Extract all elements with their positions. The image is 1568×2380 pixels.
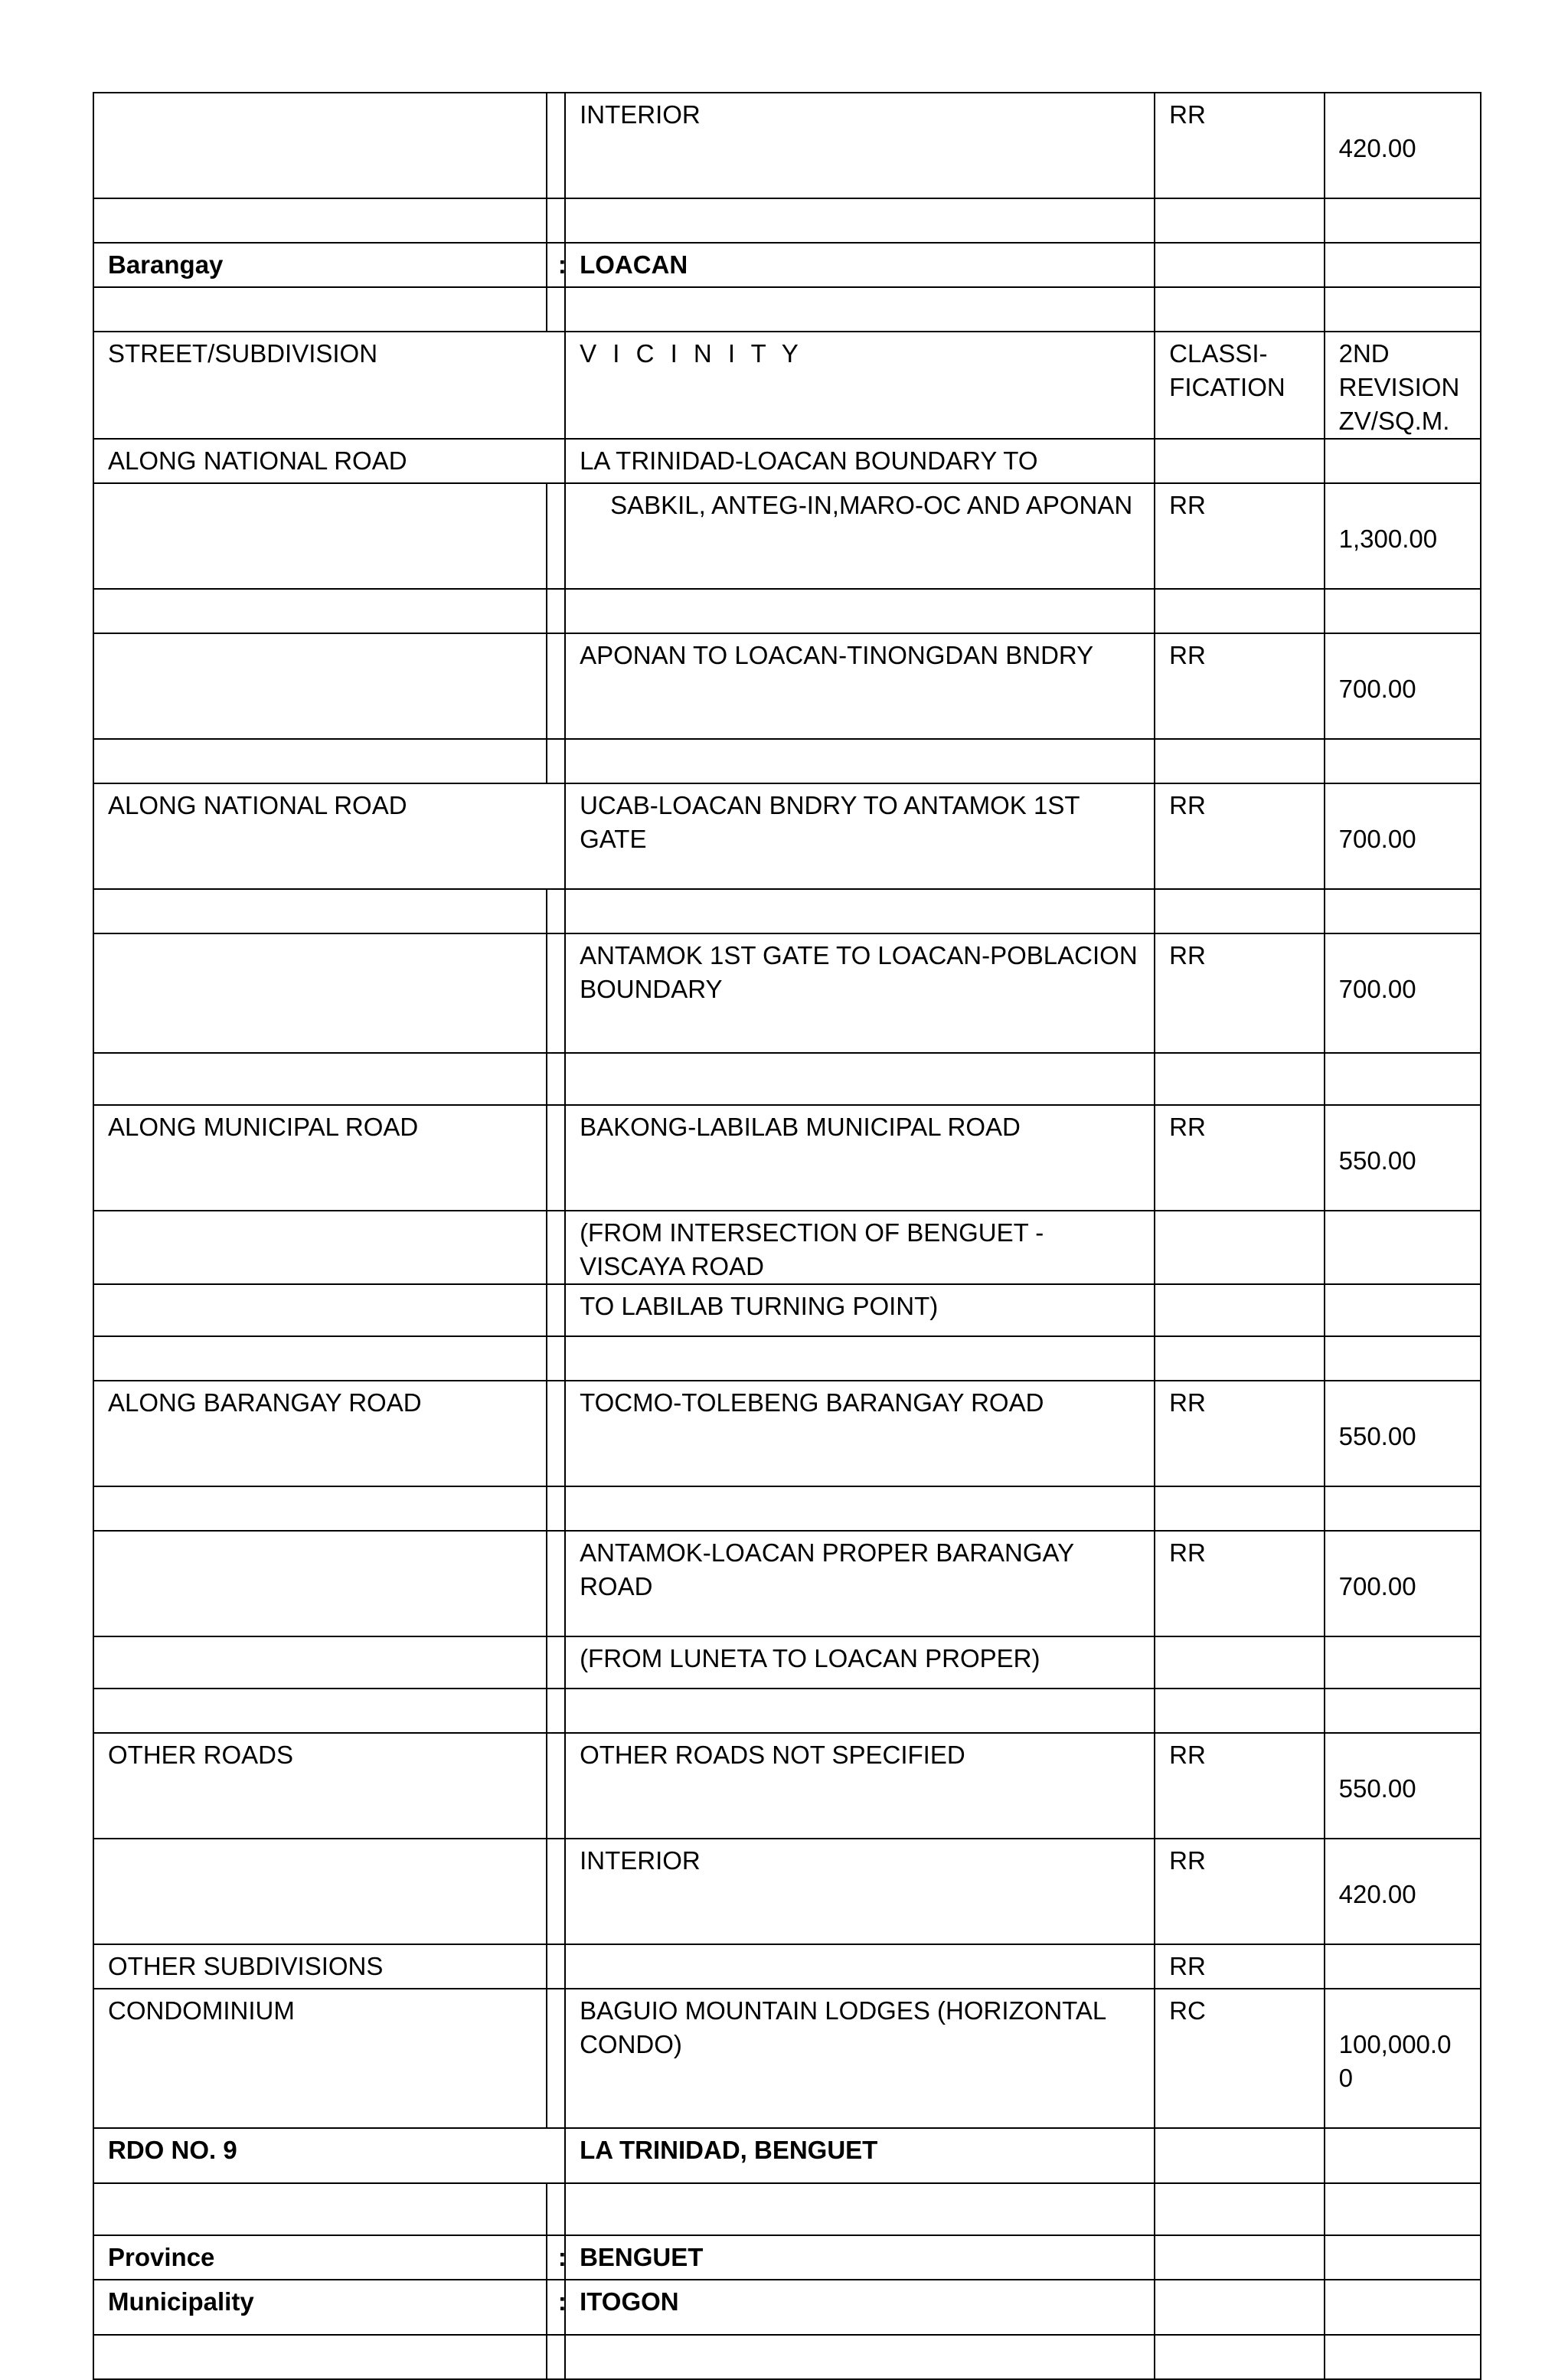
- zonal-value-cell: [1325, 1636, 1481, 1689]
- blank-cell: [565, 1486, 1155, 1531]
- blank-cell: [1155, 1336, 1324, 1381]
- blank-cell: [1325, 589, 1481, 633]
- location-value: ITOGON: [565, 2280, 1155, 2335]
- table-row: [93, 1531, 1481, 1636]
- zonal-value-table-body: [93, 93, 1481, 2379]
- street-cell: [93, 1636, 547, 1689]
- classification-cell: RR: [1155, 783, 1324, 889]
- zonal-value-cell: 700.00: [1325, 783, 1481, 889]
- blank-cell: [1155, 589, 1324, 633]
- blank-cell: [93, 1336, 547, 1381]
- blank-cell: [547, 589, 565, 633]
- classification-cell: [1155, 1284, 1324, 1336]
- location-label-row: [93, 2280, 1481, 2335]
- street-cell: ALONG MUNICIPAL ROAD: [93, 1105, 547, 1211]
- separator-cell: [547, 1636, 565, 1689]
- rdo-value: LA TRINIDAD, BENGUET: [565, 2128, 1155, 2183]
- table-row: [93, 1944, 1481, 1989]
- separator-cell: [547, 1531, 565, 1636]
- vicinity-cell: UCAB-LOACAN BNDRY TO ANTAMOK 1ST GATE: [565, 783, 1155, 889]
- zonal-value-table: [93, 92, 1481, 2380]
- separator-cell: [547, 1284, 565, 1336]
- street-cell: ALONG NATIONAL ROAD: [93, 783, 565, 889]
- blank-cell: [547, 1053, 565, 1105]
- zonal-value-cell: 550.00: [1325, 1105, 1481, 1211]
- blank-cell: [93, 889, 547, 933]
- zonal-value-cell: 550.00: [1325, 1733, 1481, 1839]
- classification-cell: [1155, 2280, 1324, 2335]
- vicinity-cell: INTERIOR: [565, 93, 1155, 198]
- table-row: [93, 1211, 1481, 1284]
- blank-cell: [565, 2335, 1155, 2379]
- table-row: [93, 439, 1481, 483]
- zonal-value-cell: [1325, 1944, 1481, 1989]
- blank-row: [93, 589, 1481, 633]
- blank-cell: [1325, 1053, 1481, 1105]
- blank-cell: [1155, 2335, 1324, 2379]
- location-label: Barangay: [93, 243, 547, 287]
- table-row: [93, 1381, 1481, 1486]
- vicinity-cell: (FROM INTERSECTION OF BENGUET - VISCAYA ROAD: [565, 1211, 1155, 1284]
- blank-cell: [93, 1689, 547, 1733]
- vicinity-cell: TOCMO-TOLEBENG BARANGAY ROAD: [565, 1381, 1155, 1486]
- vicinity-cell: LA TRINIDAD-LOACAN BOUNDARY TO: [565, 439, 1155, 483]
- blank-row: [93, 1689, 1481, 1733]
- blank-cell: [1325, 1336, 1481, 1381]
- blank-cell: [93, 198, 547, 243]
- classification-cell: [1155, 2128, 1324, 2183]
- street-cell: [93, 933, 547, 1053]
- blank-cell: [1325, 2183, 1481, 2235]
- location-value: BENGUET: [565, 2235, 1155, 2280]
- header-vicinity: V I C I N I T Y: [565, 332, 1155, 439]
- street-cell: [93, 93, 547, 198]
- blank-row: [93, 2335, 1481, 2379]
- blank-cell: [93, 2335, 547, 2379]
- street-cell: [93, 1284, 547, 1336]
- zonal-value-cell: 420.00: [1325, 1839, 1481, 1944]
- table-row: [93, 1636, 1481, 1689]
- blank-cell: [93, 739, 547, 783]
- separator-cell: [547, 633, 565, 739]
- blank-cell: [93, 1053, 547, 1105]
- zonal-value-cell: 420.00: [1325, 93, 1481, 198]
- vicinity-cell: SABKIL, ANTEG-IN,MARO-OC AND APONAN: [565, 483, 1155, 589]
- vicinity-cell: INTERIOR: [565, 1839, 1155, 1944]
- street-cell: [93, 1211, 547, 1284]
- classification-cell: RR: [1155, 1944, 1324, 1989]
- zonal-value-cell: [1325, 1284, 1481, 1336]
- classification-cell: RR: [1155, 93, 1324, 198]
- street-cell: ALONG BARANGAY ROAD: [93, 1381, 547, 1486]
- zonal-value-cell: 550.00: [1325, 1381, 1481, 1486]
- blank-cell: [1155, 2183, 1324, 2235]
- blank-cell: [1325, 889, 1481, 933]
- separator-cell: [547, 1211, 565, 1284]
- header-zonal-value: 2ND REVISION ZV/SQ.M.: [1325, 332, 1481, 439]
- blank-cell: [1155, 198, 1324, 243]
- blank-cell: [1155, 1689, 1324, 1733]
- table-row: [93, 783, 1481, 889]
- zonal-value-cell: 1,300.00: [1325, 483, 1481, 589]
- zonal-value-cell: 700.00: [1325, 1531, 1481, 1636]
- blank-cell: [565, 1689, 1155, 1733]
- classification-cell: RR: [1155, 483, 1324, 589]
- blank-cell: [547, 739, 565, 783]
- blank-cell: [93, 2183, 547, 2235]
- zonal-value-cell: [1325, 2280, 1481, 2335]
- classification-cell: [1155, 2235, 1324, 2280]
- blank-cell: [93, 1486, 547, 1531]
- separator-cell: [547, 483, 565, 589]
- classification-cell: RR: [1155, 633, 1324, 739]
- location-label-row: [93, 2235, 1481, 2280]
- location-label: Municipality: [93, 2280, 547, 2335]
- zonal-value-cell: 700.00: [1325, 633, 1481, 739]
- blank-cell: [1155, 1486, 1324, 1531]
- classification-cell: [1155, 439, 1324, 483]
- blank-row: [93, 287, 1481, 332]
- street-cell: [93, 1839, 547, 1944]
- street-cell: [93, 1531, 547, 1636]
- separator-cell: [547, 933, 565, 1053]
- location-label-row: [93, 243, 1481, 287]
- blank-cell: [565, 1053, 1155, 1105]
- vicinity-cell: [565, 1944, 1155, 1989]
- vicinity-cell: (FROM LUNETA TO LOACAN PROPER): [565, 1636, 1155, 1689]
- vicinity-cell: ANTAMOK 1ST GATE TO LOACAN-POBLACION BOUNDARY: [565, 933, 1155, 1053]
- blank-cell: [565, 287, 1155, 332]
- blank-row: [93, 1053, 1481, 1105]
- blank-cell: [565, 1336, 1155, 1381]
- blank-cell: [565, 739, 1155, 783]
- blank-cell: [93, 589, 547, 633]
- blank-cell: [565, 589, 1155, 633]
- location-value: LOACAN: [565, 243, 1155, 287]
- blank-cell: [1155, 1053, 1324, 1105]
- blank-cell: [93, 287, 547, 332]
- rdo-row: [93, 2128, 1481, 2183]
- location-label: Province: [93, 2235, 547, 2280]
- zonal-value-cell: 100,000.0 0: [1325, 1989, 1481, 2128]
- separator-cell: [547, 1105, 565, 1211]
- classification-cell: [1155, 243, 1324, 287]
- blank-row: [93, 198, 1481, 243]
- column-header-row: [93, 332, 1481, 439]
- classification-cell: RC: [1155, 1989, 1324, 2128]
- header-street: STREET/SUBDIVISION: [93, 332, 565, 439]
- classification-cell: RR: [1155, 933, 1324, 1053]
- vicinity-cell: APONAN TO LOACAN-TINONGDAN BNDRY: [565, 633, 1155, 739]
- zonal-value-cell: [1325, 2128, 1481, 2183]
- separator-cell: [547, 1989, 565, 2128]
- classification-cell: RR: [1155, 1105, 1324, 1211]
- vicinity-cell: BAGUIO MOUNTAIN LODGES (HORIZONTAL CONDO): [565, 1989, 1155, 2128]
- blank-row: [93, 739, 1481, 783]
- blank-cell: [565, 2183, 1155, 2235]
- blank-cell: [547, 2335, 565, 2379]
- table-row: [93, 633, 1481, 739]
- vicinity-cell: ANTAMOK-LOACAN PROPER BARANGAY ROAD: [565, 1531, 1155, 1636]
- street-cell: OTHER SUBDIVISIONS: [93, 1944, 547, 1989]
- location-colon: :: [547, 2235, 565, 2280]
- separator-cell: [547, 1839, 565, 1944]
- rdo-label: RDO NO. 9: [93, 2128, 565, 2183]
- vicinity-cell: TO LABILAB TURNING POINT): [565, 1284, 1155, 1336]
- separator-cell: [547, 93, 565, 198]
- blank-row: [93, 1486, 1481, 1531]
- blank-cell: [1155, 739, 1324, 783]
- table-row: [93, 1989, 1481, 2128]
- location-colon: :: [547, 2280, 565, 2335]
- separator-cell: [547, 1733, 565, 1839]
- blank-cell: [1155, 287, 1324, 332]
- blank-cell: [1325, 287, 1481, 332]
- table-row: [93, 1284, 1481, 1336]
- classification-cell: RR: [1155, 1381, 1324, 1486]
- location-colon: :: [547, 243, 565, 287]
- blank-cell: [547, 198, 565, 243]
- header-classification: CLASSI- FICATION: [1155, 332, 1324, 439]
- blank-cell: [1325, 739, 1481, 783]
- table-row: [93, 93, 1481, 198]
- zonal-value-cell: [1325, 2235, 1481, 2280]
- blank-cell: [547, 287, 565, 332]
- street-cell: [93, 483, 547, 589]
- table-row: [93, 483, 1481, 589]
- blank-cell: [1155, 889, 1324, 933]
- blank-cell: [565, 198, 1155, 243]
- zonal-value-cell: [1325, 1211, 1481, 1284]
- table-row: [93, 933, 1481, 1053]
- blank-cell: [547, 1486, 565, 1531]
- blank-row: [93, 889, 1481, 933]
- classification-cell: RR: [1155, 1839, 1324, 1944]
- blank-cell: [1325, 1486, 1481, 1531]
- blank-cell: [547, 2183, 565, 2235]
- blank-cell: [1325, 1689, 1481, 1733]
- street-cell: ALONG NATIONAL ROAD: [93, 439, 565, 483]
- vicinity-cell: BAKONG-LABILAB MUNICIPAL ROAD: [565, 1105, 1155, 1211]
- blank-cell: [547, 1336, 565, 1381]
- classification-cell: RR: [1155, 1531, 1324, 1636]
- zonal-value-cell: [1325, 243, 1481, 287]
- separator-cell: [547, 1381, 565, 1486]
- table-row: [93, 1105, 1481, 1211]
- blank-cell: [547, 1689, 565, 1733]
- blank-cell: [547, 889, 565, 933]
- street-cell: CONDOMINIUM: [93, 1989, 547, 2128]
- street-cell: [93, 633, 547, 739]
- street-cell: OTHER ROADS: [93, 1733, 547, 1839]
- table-row: [93, 1733, 1481, 1839]
- table-row: [93, 1839, 1481, 1944]
- zonal-value-cell: 700.00: [1325, 933, 1481, 1053]
- classification-cell: [1155, 1636, 1324, 1689]
- vicinity-cell: OTHER ROADS NOT SPECIFIED: [565, 1733, 1155, 1839]
- zonal-value-cell: [1325, 439, 1481, 483]
- blank-cell: [1325, 2335, 1481, 2379]
- zonal-value-sheet: [93, 92, 1481, 2380]
- separator-cell: [547, 1944, 565, 1989]
- blank-row: [93, 2183, 1481, 2235]
- classification-cell: [1155, 1211, 1324, 1284]
- blank-row: [93, 1336, 1481, 1381]
- classification-cell: RR: [1155, 1733, 1324, 1839]
- blank-cell: [1325, 198, 1481, 243]
- blank-cell: [565, 889, 1155, 933]
